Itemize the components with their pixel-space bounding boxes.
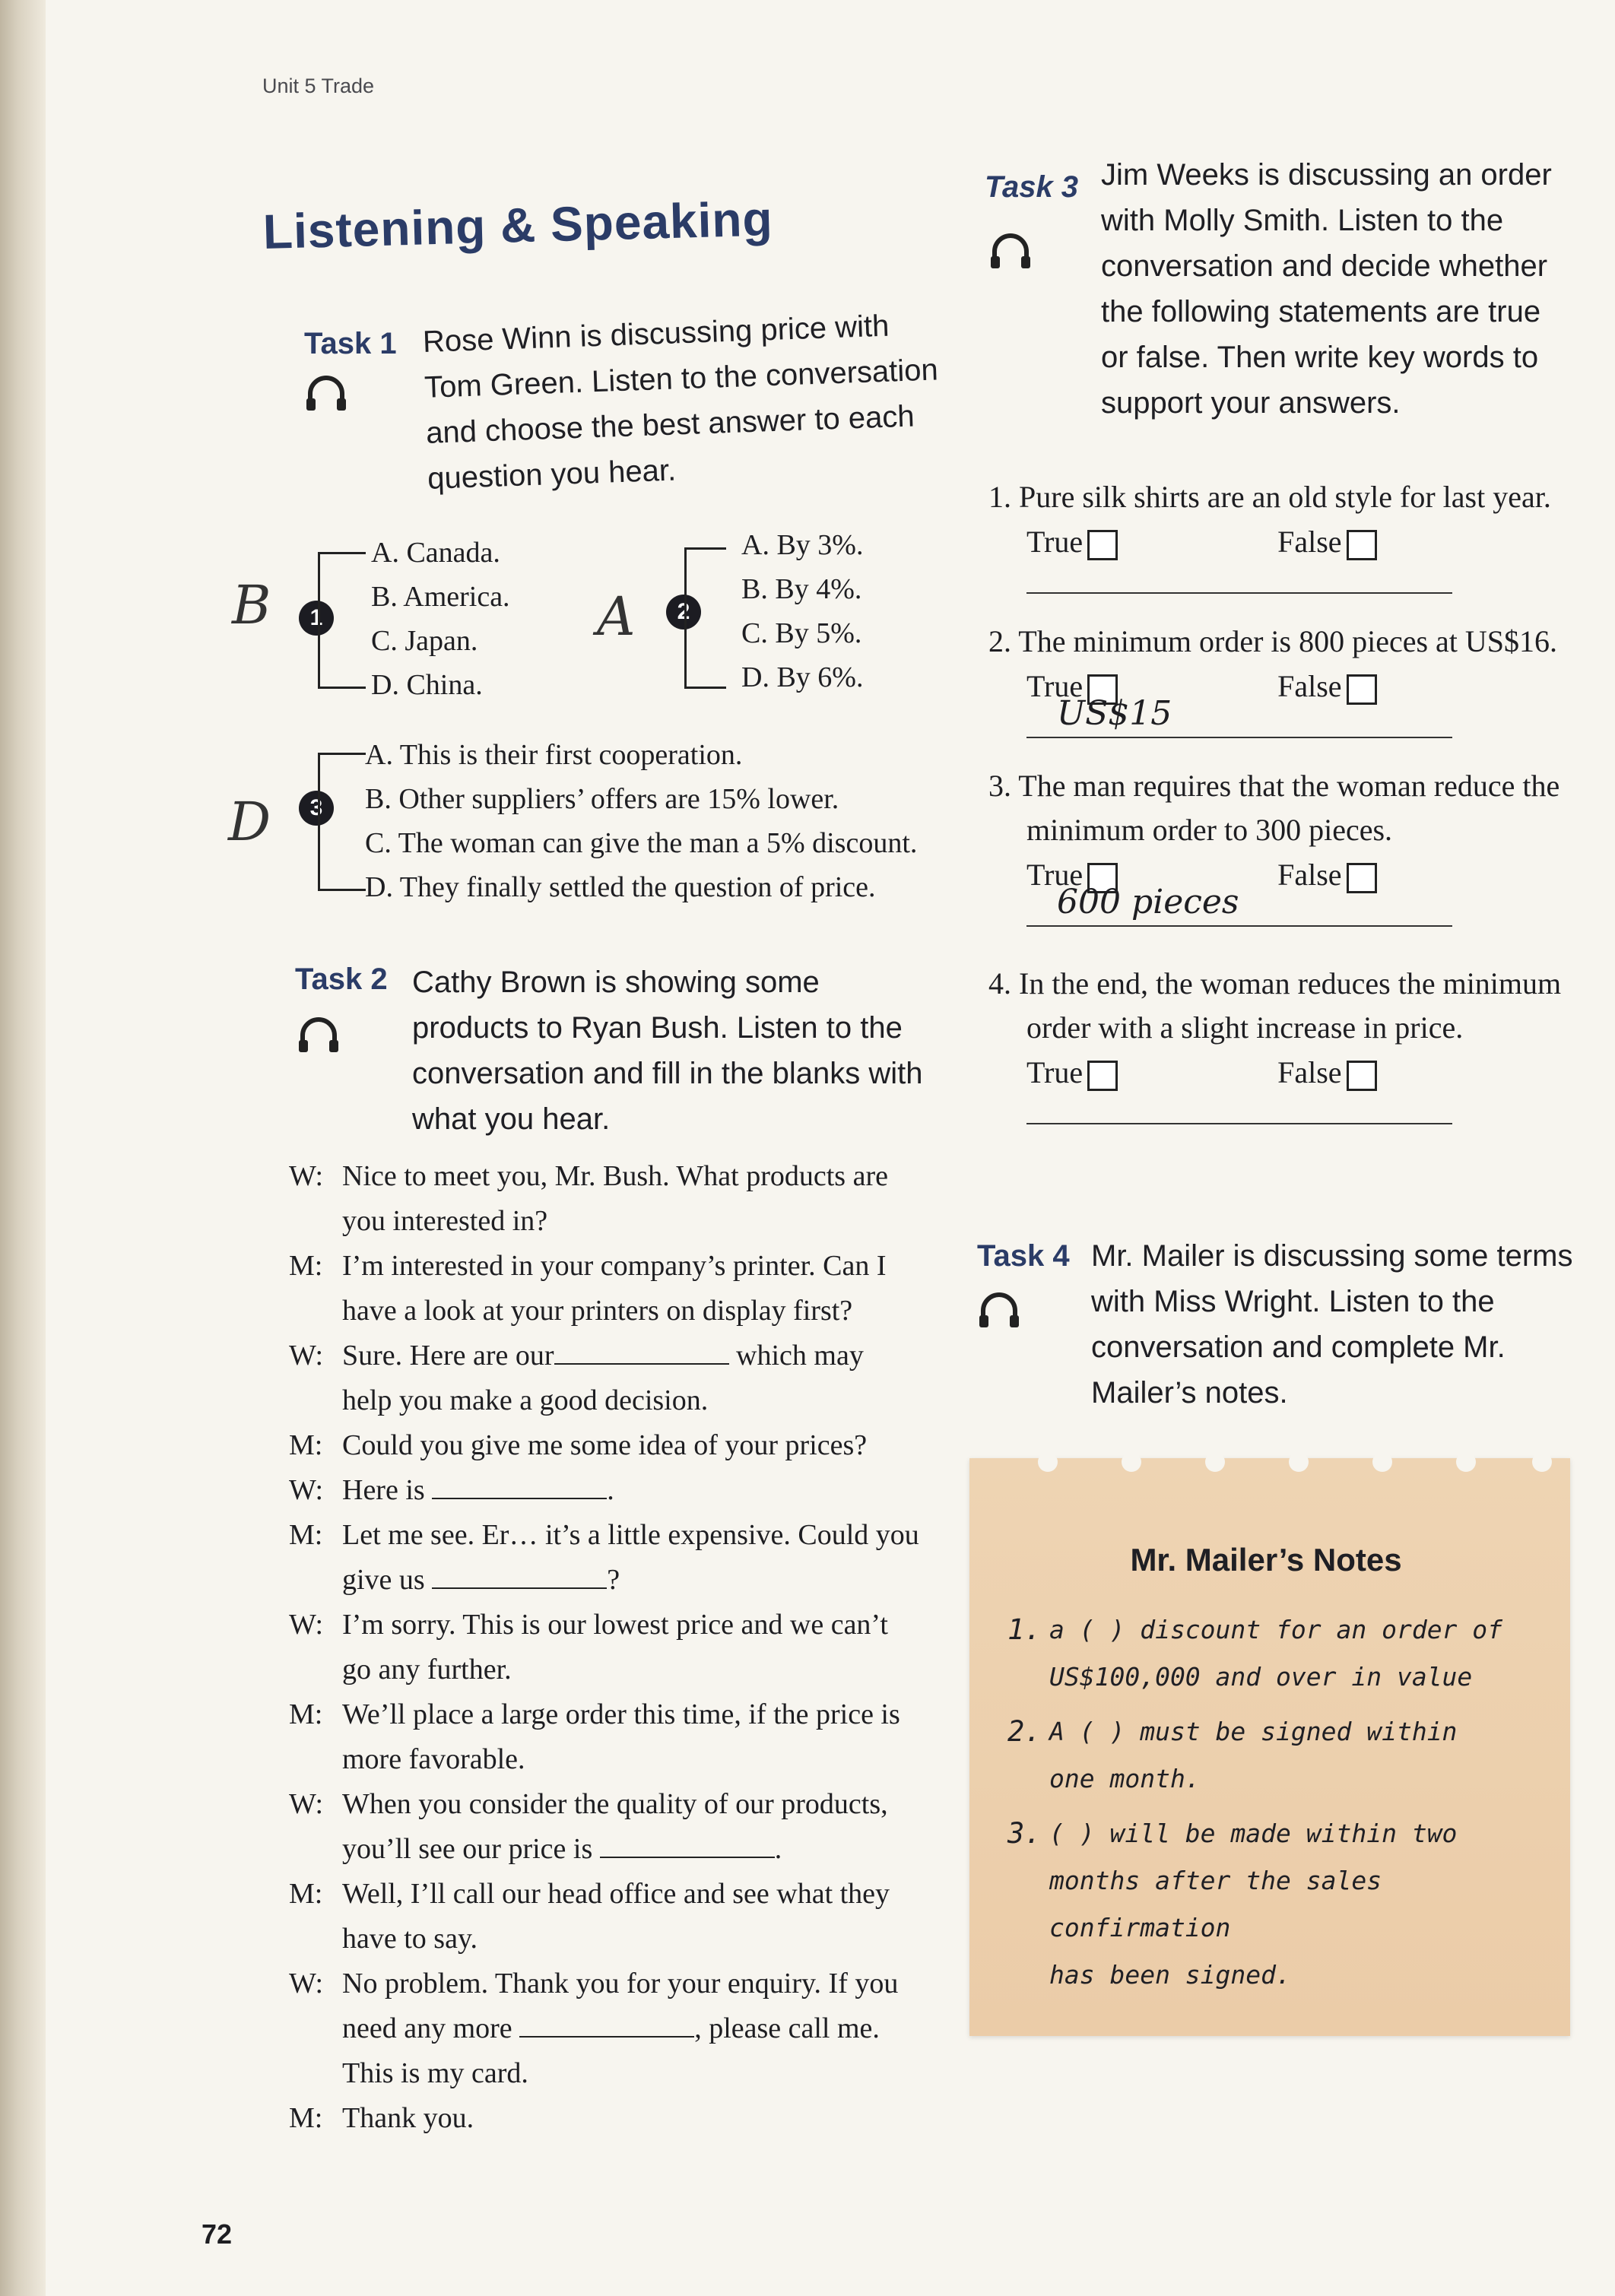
headphones-icon xyxy=(297,1016,341,1054)
dialogue-text xyxy=(342,1872,890,1961)
speaker-label: M: xyxy=(289,1429,323,1461)
punch-hole xyxy=(1122,1452,1141,1472)
answer-keywords[interactable] xyxy=(1026,1091,1582,1126)
punch-hole xyxy=(1456,1452,1476,1472)
punch-hole xyxy=(1205,1452,1225,1472)
false-label: False xyxy=(1277,669,1342,703)
true-label: True xyxy=(1026,669,1084,703)
statement-text: minimum order to 300 pieces. xyxy=(1026,813,1393,847)
question-number-2: 2 xyxy=(666,595,701,629)
task1-instructions: Rose Winn is discussing price with Tom Green. Listen to the conversation and choose the best answer to each question you hear. xyxy=(422,309,939,496)
speaker-label: W: xyxy=(289,1968,324,1999)
dialogue-turn xyxy=(289,1872,943,1961)
dialogue-line: you’ll see our price is . xyxy=(342,1833,782,1865)
dialogue-turn xyxy=(289,1468,943,1513)
dialogue-turn xyxy=(289,1513,943,1603)
bracket-2 xyxy=(684,547,726,689)
fill-blank[interactable] xyxy=(432,1565,607,1589)
dialogue-turn xyxy=(289,1603,943,1692)
speaker-label: W: xyxy=(289,1160,324,1192)
headphones-icon xyxy=(304,374,348,412)
false-checkbox-icon[interactable] xyxy=(1347,1061,1377,1091)
dialogue-text xyxy=(342,1692,900,1782)
option[interactable]: D. By 6%. xyxy=(741,661,864,693)
dialogue-line: Nice to meet you, Mr. Bush. What products are xyxy=(342,1160,888,1192)
statement-text: 4. In the end, the woman reduces the minimum xyxy=(988,966,1562,1001)
answer-line xyxy=(1026,735,1452,738)
option[interactable]: A. This is their first cooperation. xyxy=(365,739,743,771)
false-label: False xyxy=(1277,1055,1342,1089)
option[interactable]: C. By 5%. xyxy=(741,617,862,649)
false-checkbox-icon[interactable] xyxy=(1347,863,1377,893)
handwritten-note: 600 pieces xyxy=(1057,882,1239,921)
dialogue-text xyxy=(342,1513,919,1603)
statement-item xyxy=(988,620,1582,740)
speaker-label: W: xyxy=(289,1788,324,1820)
notes-card xyxy=(969,1458,1570,2036)
note-item xyxy=(1007,1708,1555,1803)
note-text: A ( ) must be signed within xyxy=(1049,1717,1458,1746)
speaker-label: W: xyxy=(289,1340,324,1372)
false-checkbox-icon[interactable] xyxy=(1347,530,1377,560)
dialogue-text xyxy=(342,1423,867,1468)
task3-label: Task 3 xyxy=(985,170,1079,204)
question-1-options xyxy=(371,531,510,707)
task2-label: Task 2 xyxy=(295,962,388,996)
note-item xyxy=(1007,1606,1555,1701)
dialogue-line: Could you give me some idea of your prices? xyxy=(342,1429,868,1461)
statement-text: 3. The man requires that the woman reduce the xyxy=(988,769,1560,803)
option[interactable]: B. By 4%. xyxy=(741,573,862,605)
speaker-label: W: xyxy=(289,1474,324,1506)
answer-mark-1: B xyxy=(232,574,271,636)
task4-instructions: Mr. Mailer is discussing some terms with Miss Wright. Listen to the conversation and complete Mr. Mailer’s notes. xyxy=(1091,1239,1573,1410)
dialogue-line: When you consider the quality of our products, xyxy=(342,1788,888,1820)
section-title: Listening & Speaking xyxy=(262,191,774,259)
answer-keywords[interactable] xyxy=(1026,882,1582,928)
note-item xyxy=(1007,1810,1555,1999)
task3-instructions: Jim Weeks is discussing an order with Molly Smith. Listen to the conversation and decide whether the following statements are true or false. Then write key words to support your answers. xyxy=(1101,158,1552,420)
true-label: True xyxy=(1026,525,1084,559)
dialogue-turn xyxy=(289,1154,943,1244)
task2-dialogue xyxy=(289,1154,943,2141)
true-label: True xyxy=(1026,1055,1084,1089)
dialogue-text xyxy=(342,1468,614,1513)
answer-line xyxy=(1026,924,1452,927)
bracket-1 xyxy=(318,552,366,689)
punch-hole xyxy=(1372,1452,1392,1472)
dialogue-line: more favorable. xyxy=(342,1743,525,1775)
note-number: 1. xyxy=(1007,1613,1042,1646)
true-false-row xyxy=(988,1054,1582,1091)
note-text: months after the sales confirmation xyxy=(1049,1866,1382,1942)
option[interactable]: B. America. xyxy=(371,581,510,613)
statement-text: order with a slight increase in price. xyxy=(1026,1010,1464,1045)
speaker-label: M: xyxy=(289,1878,323,1910)
dialogue-text xyxy=(342,1334,864,1423)
dialogue-text xyxy=(342,1961,898,2096)
headphones-icon xyxy=(977,1291,1021,1329)
speaker-label: W: xyxy=(289,1609,324,1641)
page-number: 72 xyxy=(201,2218,233,2250)
fill-blank[interactable] xyxy=(600,1834,775,1858)
false-checkbox-icon[interactable] xyxy=(1347,674,1377,705)
headphones-icon xyxy=(988,232,1033,270)
note-number: 3. xyxy=(1007,1817,1042,1850)
notes-list xyxy=(1007,1606,1555,2006)
speaker-label: M: xyxy=(289,1519,323,1551)
dialogue-line: We’ll place a large order this time, if the price is xyxy=(342,1698,900,1730)
dialogue-turn xyxy=(289,1961,943,2096)
option[interactable]: D. They finally settled the question of price. xyxy=(365,871,876,903)
statement-item xyxy=(988,475,1582,595)
false-label: False xyxy=(1277,525,1342,559)
dialogue-line: help you make a good decision. xyxy=(342,1384,709,1416)
true-checkbox-icon[interactable] xyxy=(1087,1061,1118,1091)
dialogue-line: Thank you. xyxy=(342,2102,474,2134)
dialogue-turn xyxy=(289,1782,943,1872)
book-spine xyxy=(0,0,46,2296)
bracket-3 xyxy=(318,753,366,891)
fill-blank[interactable] xyxy=(519,2013,694,2038)
dialogue-line: have to say. xyxy=(342,1923,478,1955)
dialogue-text xyxy=(342,1782,888,1872)
task4-label: Task 4 xyxy=(977,1239,1070,1273)
answer-line xyxy=(1026,591,1452,594)
question-number-3: 3 xyxy=(299,791,334,826)
true-false-row xyxy=(988,524,1582,560)
answer-mark-2: A xyxy=(597,585,636,648)
fill-blank[interactable] xyxy=(554,1340,729,1365)
statement-item xyxy=(988,764,1582,928)
note-number: 2. xyxy=(1007,1715,1042,1748)
dialogue-turn xyxy=(289,1423,943,1468)
true-checkbox-icon[interactable] xyxy=(1087,530,1118,560)
question-number-1: 1 xyxy=(299,601,334,636)
dialogue-text xyxy=(342,1154,888,1244)
false-label: False xyxy=(1277,858,1342,892)
speaker-label: M: xyxy=(289,1698,323,1730)
option[interactable]: C. The woman can give the man a 5% discount. xyxy=(365,827,918,859)
dialogue-text xyxy=(342,1244,887,1334)
note-text: US$100,000 and over in value xyxy=(1049,1662,1473,1692)
option[interactable]: A. Canada. xyxy=(371,537,500,569)
answer-keywords[interactable] xyxy=(1026,560,1582,595)
punch-hole xyxy=(1289,1452,1309,1472)
speaker-label: M: xyxy=(289,1250,323,1282)
notes-title: Mr. Mailer’s Notes xyxy=(1130,1542,1402,1578)
task1-label: Task 1 xyxy=(304,327,397,360)
true-label: True xyxy=(1026,858,1084,892)
dialogue-line: Here is . xyxy=(342,1474,614,1506)
punch-hole xyxy=(1038,1452,1058,1472)
unit-header: Unit 5 Trade xyxy=(262,75,375,97)
dialogue-line: go any further. xyxy=(342,1654,512,1686)
note-text: a ( ) discount for an order of xyxy=(1049,1615,1503,1644)
question-2-options xyxy=(741,523,863,699)
option[interactable]: D. China. xyxy=(371,669,483,701)
note-text: ( ) will be made within two xyxy=(1049,1819,1458,1848)
dialogue-line: give us ? xyxy=(342,1564,620,1596)
question-3-options xyxy=(365,733,917,909)
statement-text: 2. The minimum order is 800 pieces at US$16. xyxy=(988,624,1558,658)
option[interactable]: A. By 3%. xyxy=(741,529,864,561)
dialogue-turn xyxy=(289,1692,943,1782)
option[interactable]: C. Japan. xyxy=(371,625,478,657)
dialogue-text xyxy=(342,1603,888,1692)
dialogue-line: Let me see. Er… it’s a little expensive. Could you xyxy=(342,1519,919,1551)
handwritten-note: US$15 xyxy=(1057,693,1172,733)
dialogue-line: Well, I’ll call our head office and see what they xyxy=(342,1878,890,1910)
dialogue-line: This is my card. xyxy=(342,2057,528,2089)
dialogue-turn xyxy=(289,1244,943,1334)
dialogue-line: need any more , please call me. xyxy=(342,2012,880,2044)
task2-instructions: Cathy Brown is showing some products to Ryan Bush. Listen to the conversation and fill in the blanks with what you hear. xyxy=(412,966,923,1136)
fill-blank[interactable] xyxy=(432,1475,607,1499)
dialogue-line: you interested in? xyxy=(342,1205,548,1237)
dialogue-turn xyxy=(289,1334,943,1423)
note-text: has been signed. xyxy=(1049,1960,1291,1990)
dialogue-line: I’m sorry. This is our lowest price and we can’t xyxy=(342,1609,888,1641)
dialogue-line: Sure. Here are our which may xyxy=(342,1340,864,1372)
dialogue-text xyxy=(342,2096,474,2141)
answer-line xyxy=(1026,1121,1452,1124)
dialogue-line: No problem. Thank you for your enquiry. If you xyxy=(342,1968,899,1999)
answer-mark-3: D xyxy=(228,791,271,853)
dialogue-line: have a look at your printers on display first? xyxy=(342,1295,853,1327)
answer-keywords[interactable] xyxy=(1026,693,1582,740)
statement-item xyxy=(988,962,1582,1126)
note-text: one month. xyxy=(1049,1764,1201,1793)
dialogue-turn xyxy=(289,2096,943,2141)
statement-text: 1. Pure silk shirts are an old style for last year. xyxy=(988,480,1551,514)
punch-hole xyxy=(1532,1452,1552,1472)
option[interactable]: B. Other suppliers’ offers are 15% lower. xyxy=(365,783,839,815)
dialogue-line: I’m interested in your company’s printer. Can I xyxy=(342,1250,887,1282)
speaker-label: M: xyxy=(289,2102,323,2134)
